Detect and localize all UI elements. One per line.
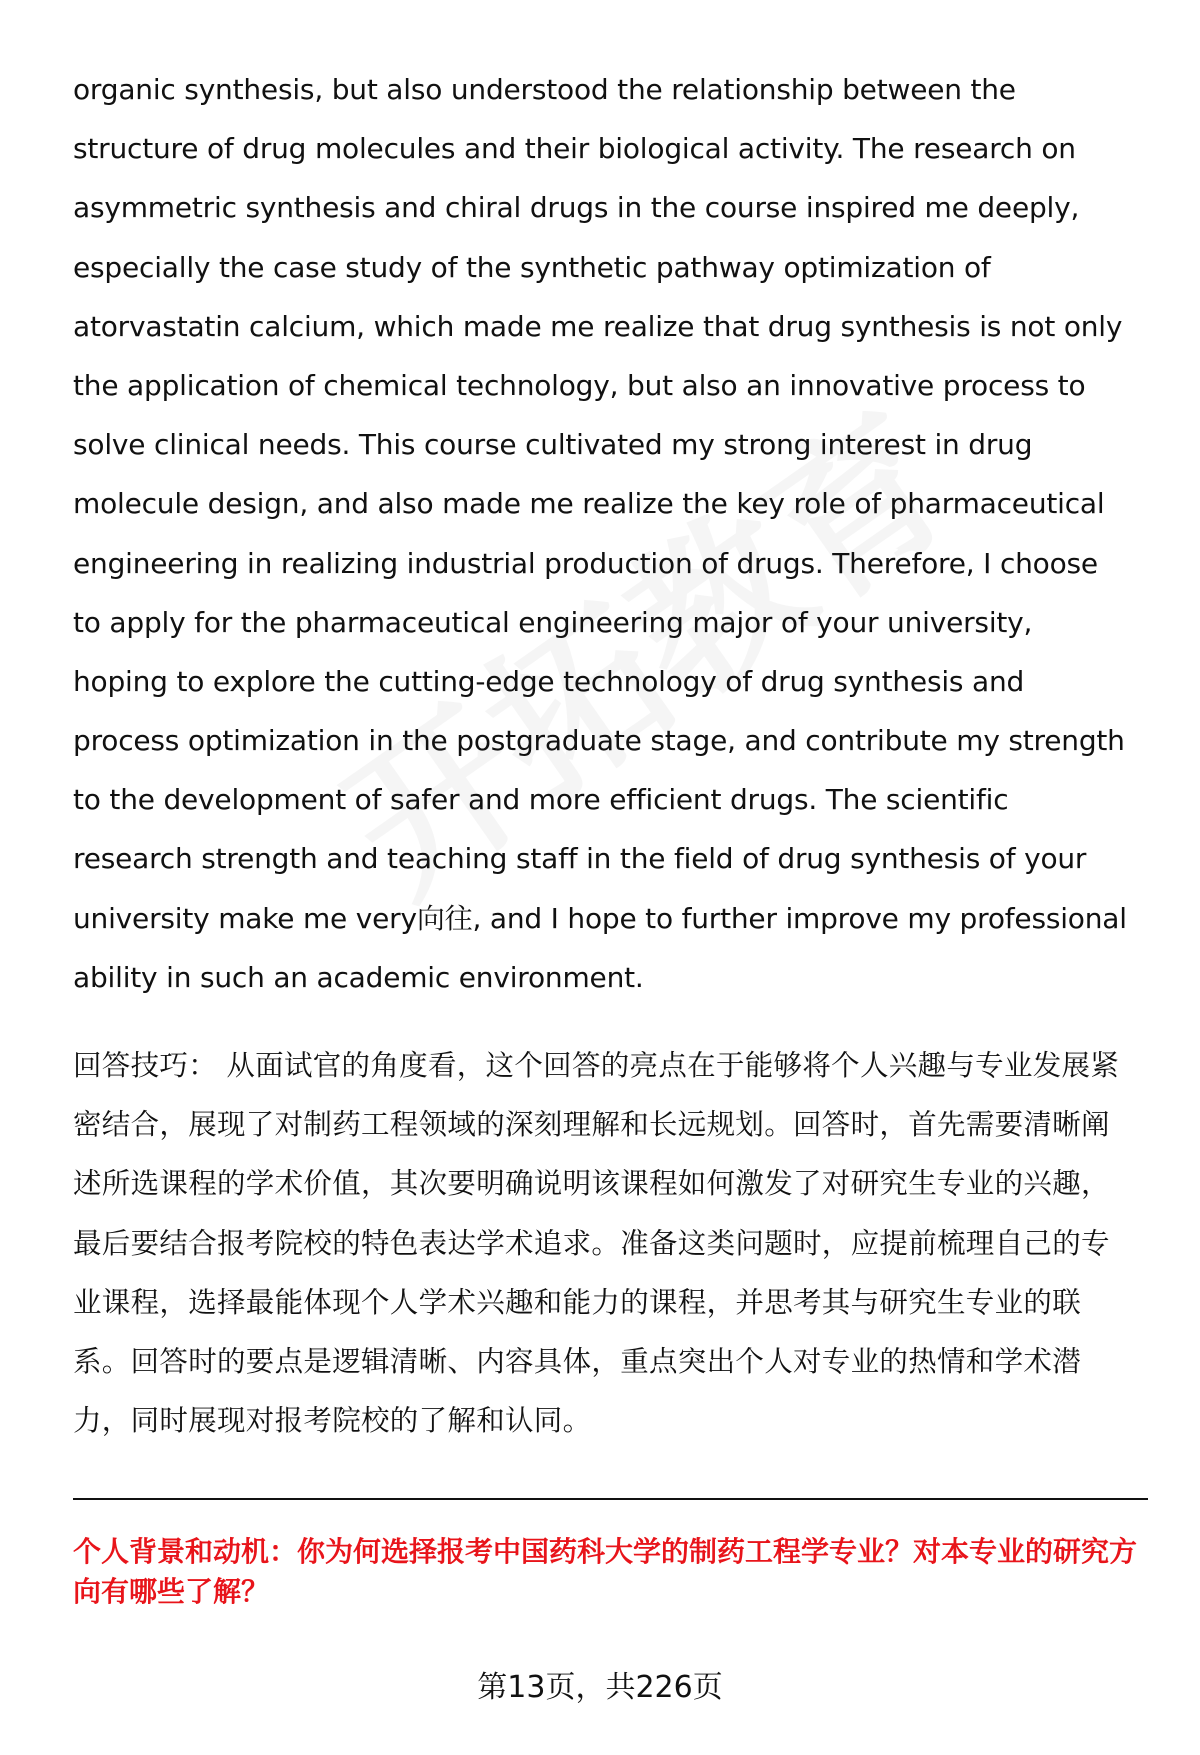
answer-line: process optimization in the postgraduate stage, and contribute my strength (73, 724, 1125, 758)
tips-line: 系。回答时的要点是逻辑清晰、内容具体，重点突出个人对专业的热情和学术潜 (73, 1344, 1082, 1378)
tips-line: 力，同时展现对报考院校的了解和认同。 (73, 1404, 592, 1438)
section-divider (73, 1498, 1148, 1500)
page-number-footer: 第13页，共226页 (477, 1670, 723, 1705)
tips-line: 最后要结合报考院校的特色表达学术追求。准备这类问题时，应提前梳理自己的专 (73, 1226, 1110, 1260)
answer-line: engineering in realizing industrial production of drugs. Therefore, I choose (73, 546, 1098, 580)
answer-line: solve clinical needs. This course cultivated my strong interest in drug (73, 428, 1033, 462)
answer-line: the application of chemical technology, but also an innovative process to (73, 368, 1086, 402)
answer-line: especially the case study of the synthetic pathway optimization of (73, 250, 991, 284)
question-heading: 个人背景和动机：你为何选择报考中国药科大学的制药工程学专业？对本专业的研究方向有哪些了解？ (73, 1535, 1138, 1608)
answer-line: to the development of safer and more efficient drugs. The scientific (73, 783, 1009, 817)
answer-paragraph (73, 60, 1127, 1007)
tips-line: 回答技巧： 从面试官的角度看，这个回答的亮点在于能够将个人兴趣与专业发展紧 (73, 1049, 1120, 1082)
answer-line: molecule design, and also made me realize the key role of pharmaceutical (73, 487, 1105, 521)
tips-line: 述所选课程的学术价值，其次要明确说明该课程如何激发了对研究生专业的兴趣， (73, 1167, 1110, 1201)
answer-line: structure of drug molecules and their biological activity. The research on (73, 132, 1076, 166)
answer-line: hoping to explore the cutting-edge technology of drug synthesis and (73, 664, 1025, 698)
answer-line: research strength and teaching staff in the field of drug synthesis of your (73, 842, 1087, 876)
answer-line: to apply for the pharmaceutical engineering major of your university, (73, 605, 1033, 639)
answer-line: ability in such an academic environment. (73, 960, 644, 994)
answer-line: asymmetric synthesis and chiral drugs in the course inspired me deeply, (73, 191, 1080, 225)
answer-line: university make me very向往, and I hope to further improve my professional (73, 901, 1127, 935)
answer-line: organic synthesis, but also understood the relationship between the (73, 73, 1016, 106)
answer-tips-paragraph (73, 1036, 1119, 1450)
answer-line: atorvastatin calcium, which made me realize that drug synthesis is not only (73, 309, 1123, 343)
tips-line: 密结合，展现了对制药工程领域的深刻理解和长远规划。回答时，首先需要清晰阐 (73, 1108, 1110, 1142)
tips-line: 业课程，选择最能体现个人学术兴趣和能力的课程，并思考其与研究生专业的联 (73, 1285, 1082, 1319)
